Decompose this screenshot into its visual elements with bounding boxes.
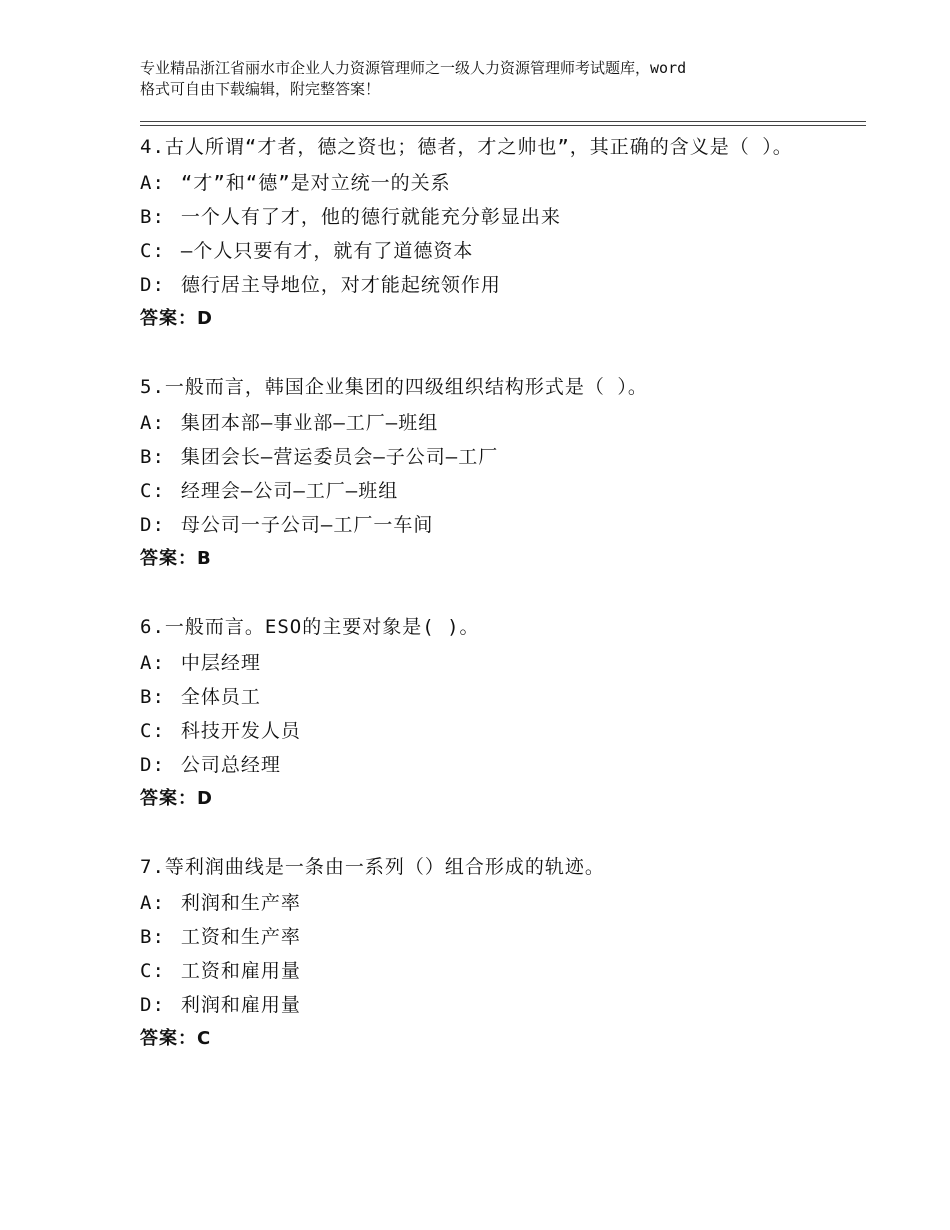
question-item — [140, 850, 830, 1056]
option-a — [140, 166, 830, 200]
option-text: 公司总经理 — [180, 754, 281, 776]
option-letter: A: — [140, 652, 165, 674]
option-text: “才”和“德”是对立统一的关系 — [180, 172, 451, 194]
option-text: 利润和生产率 — [180, 892, 301, 914]
option-text: 集团会长—营运委员会—子公司—工厂 — [180, 446, 499, 468]
question-stem: 5.一般而言，韩国企业集团的四级组织结构形式是（ ）。 — [140, 376, 648, 398]
option-letter: B: — [140, 926, 165, 948]
option-d — [140, 508, 830, 542]
option-text: 中层经理 — [180, 652, 261, 674]
option-letter: D: — [140, 754, 165, 776]
option-b — [140, 440, 830, 474]
option-text: 集团本部—事业部—工厂—班组 — [180, 412, 439, 434]
option-a — [140, 886, 830, 920]
option-d — [140, 988, 830, 1022]
option-d — [140, 748, 830, 782]
option-letter: D: — [140, 514, 165, 536]
spacer — [140, 336, 830, 370]
option-letter: A: — [140, 412, 165, 434]
option-text: 工资和雇用量 — [180, 960, 301, 982]
option-letter: C: — [140, 480, 165, 502]
option-text: 德行居主导地位，对才能起统领作用 — [180, 274, 501, 296]
option-c — [140, 234, 830, 268]
header-divider — [140, 121, 866, 122]
answer-line: 答案：B — [140, 548, 212, 569]
option-letter: B: — [140, 446, 165, 468]
option-b — [140, 920, 830, 954]
question-stem: 7.等利润曲线是一条由一系列（）组合形成的轨迹。 — [140, 856, 605, 878]
option-letter: A: — [140, 172, 165, 194]
option-text: 利润和雇用量 — [180, 994, 301, 1016]
question-item — [140, 610, 830, 816]
option-letter: B: — [140, 686, 165, 708]
option-a — [140, 646, 830, 680]
option-letter: C: — [140, 720, 165, 742]
answer-line: 答案：D — [140, 308, 213, 329]
question-stem: 4.古人所谓“才者，德之资也；德者，才之帅也”，其正确的含义是（ ）。 — [140, 136, 793, 158]
option-c — [140, 714, 830, 748]
document-header — [140, 58, 840, 100]
option-text: 全体员工 — [180, 686, 261, 708]
header-divider-secondary — [140, 125, 866, 126]
option-letter: D: — [140, 994, 165, 1016]
option-text: 科技开发人员 — [180, 720, 301, 742]
option-text: 母公司一子公司—工厂一车间 — [180, 514, 434, 536]
header-line-2: 格式可自由下载编辑，附完整答案！ — [140, 80, 381, 98]
option-text: 一个人有了才，他的德行就能充分彰显出来 — [180, 206, 561, 228]
option-b — [140, 200, 830, 234]
option-c — [140, 474, 830, 508]
answer-line: 答案：C — [140, 1028, 212, 1049]
option-b — [140, 680, 830, 714]
option-letter: C: — [140, 960, 165, 982]
header-line-1: 专业精品浙江省丽水市企业人力资源管理师之一级人力资源管理师考试题库，word — [140, 59, 687, 77]
spacer — [140, 816, 830, 850]
option-letter: D: — [140, 274, 165, 296]
option-letter: B: — [140, 206, 165, 228]
option-text: 经理会—公司—工厂—班组 — [180, 480, 399, 502]
option-letter: C: — [140, 240, 165, 262]
question-item — [140, 370, 830, 576]
option-text: —个人只要有才，就有了道德资本 — [180, 240, 474, 262]
option-text: 工资和生产率 — [180, 926, 301, 948]
spacer — [140, 576, 830, 610]
option-d — [140, 268, 830, 302]
question-item — [140, 130, 830, 336]
answer-line: 答案：D — [140, 788, 213, 809]
option-c — [140, 954, 830, 988]
question-stem: 6.一般而言。ESO的主要对象是( )。 — [140, 616, 480, 638]
question-list — [140, 130, 830, 1056]
option-letter: A: — [140, 892, 165, 914]
option-a — [140, 406, 830, 440]
